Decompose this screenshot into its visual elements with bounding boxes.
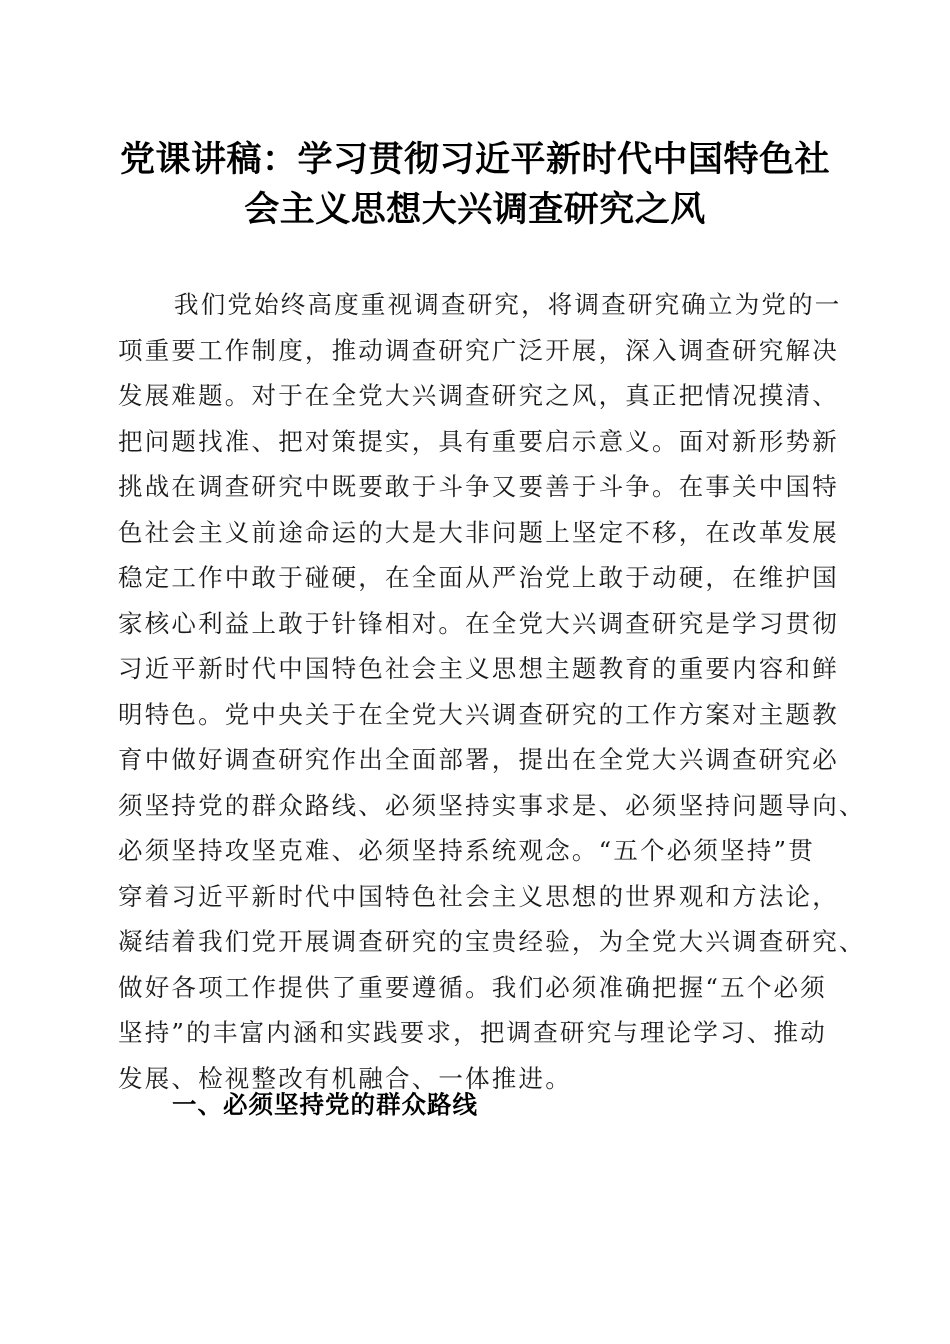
title-line-1: 党课讲稿：学习贯彻习近平新时代中国特色社 — [119, 139, 830, 180]
paragraph-line: 稳定工作中敢于碰硬，在全面从严治党上敢于动硬，在维护国 — [118, 563, 839, 592]
paragraph-line: 必须坚持攻坚克难、必须坚持系统观念。“五个必须坚持”贯 — [118, 836, 815, 865]
section-heading: 一、必须坚持党的群众路线 — [172, 1090, 478, 1119]
paragraph-line: 习近平新时代中国特色社会主义思想主题教育的重要内容和鲜 — [118, 654, 839, 683]
paragraph-line: 发展难题。对于在全党大兴调查研究之风，真正把情况摸清、 — [118, 381, 839, 410]
body-paragraph — [118, 282, 866, 1101]
paragraph-line: 坚持”的丰富内涵和实践要求，把调查研究与理论学习、推动 — [118, 1018, 827, 1047]
paragraph-line: 穿着习近平新时代中国特色社会主义思想的世界观和方法论， — [118, 881, 839, 911]
paragraph-line: 须坚持党的群众路线、必须坚持实事求是、必须坚持问题导向、 — [118, 790, 866, 820]
paragraph-line: 项重要工作制度，推动调查研究广泛开展，深入调查研究解决 — [118, 335, 839, 365]
paragraph-line: 发展、检视整改有机融合、一体推进。 — [118, 1063, 572, 1093]
paragraph-line: 我们党始终高度重视调查研究，将调查研究确立为党的一 — [174, 290, 842, 319]
paragraph-line: 育中做好调查研究作出全面部署，提出在全党大兴调查研究必 — [118, 745, 839, 774]
paragraph-line: 色社会主义前途命运的大是大非问题上坚定不移，在改革发展 — [118, 517, 839, 547]
title-line-2: 会主义思想大兴调查研究之风 — [244, 189, 706, 230]
paragraph-line: 做好各项工作提供了重要遵循。我们必须准确把握“五个必须 — [118, 972, 827, 1002]
paragraph-line: 把问题找准、把对策提实，具有重要启示意义。面对新形势新 — [118, 426, 839, 456]
paragraph-line: 挑战在调查研究中既要敢于斗争又要善于斗争。在事关中国特 — [118, 472, 839, 501]
paragraph-line: 凝结着我们党开展调查研究的宝贵经验，为全党大兴调查研究、 — [118, 927, 866, 956]
paragraph-line: 家核心利益上敢于针锋相对。在全党大兴调查研究是学习贯彻 — [118, 608, 839, 638]
paragraph-line: 明特色。党中央关于在全党大兴调查研究的工作方案对主题教 — [118, 699, 839, 729]
document-title — [110, 135, 840, 235]
